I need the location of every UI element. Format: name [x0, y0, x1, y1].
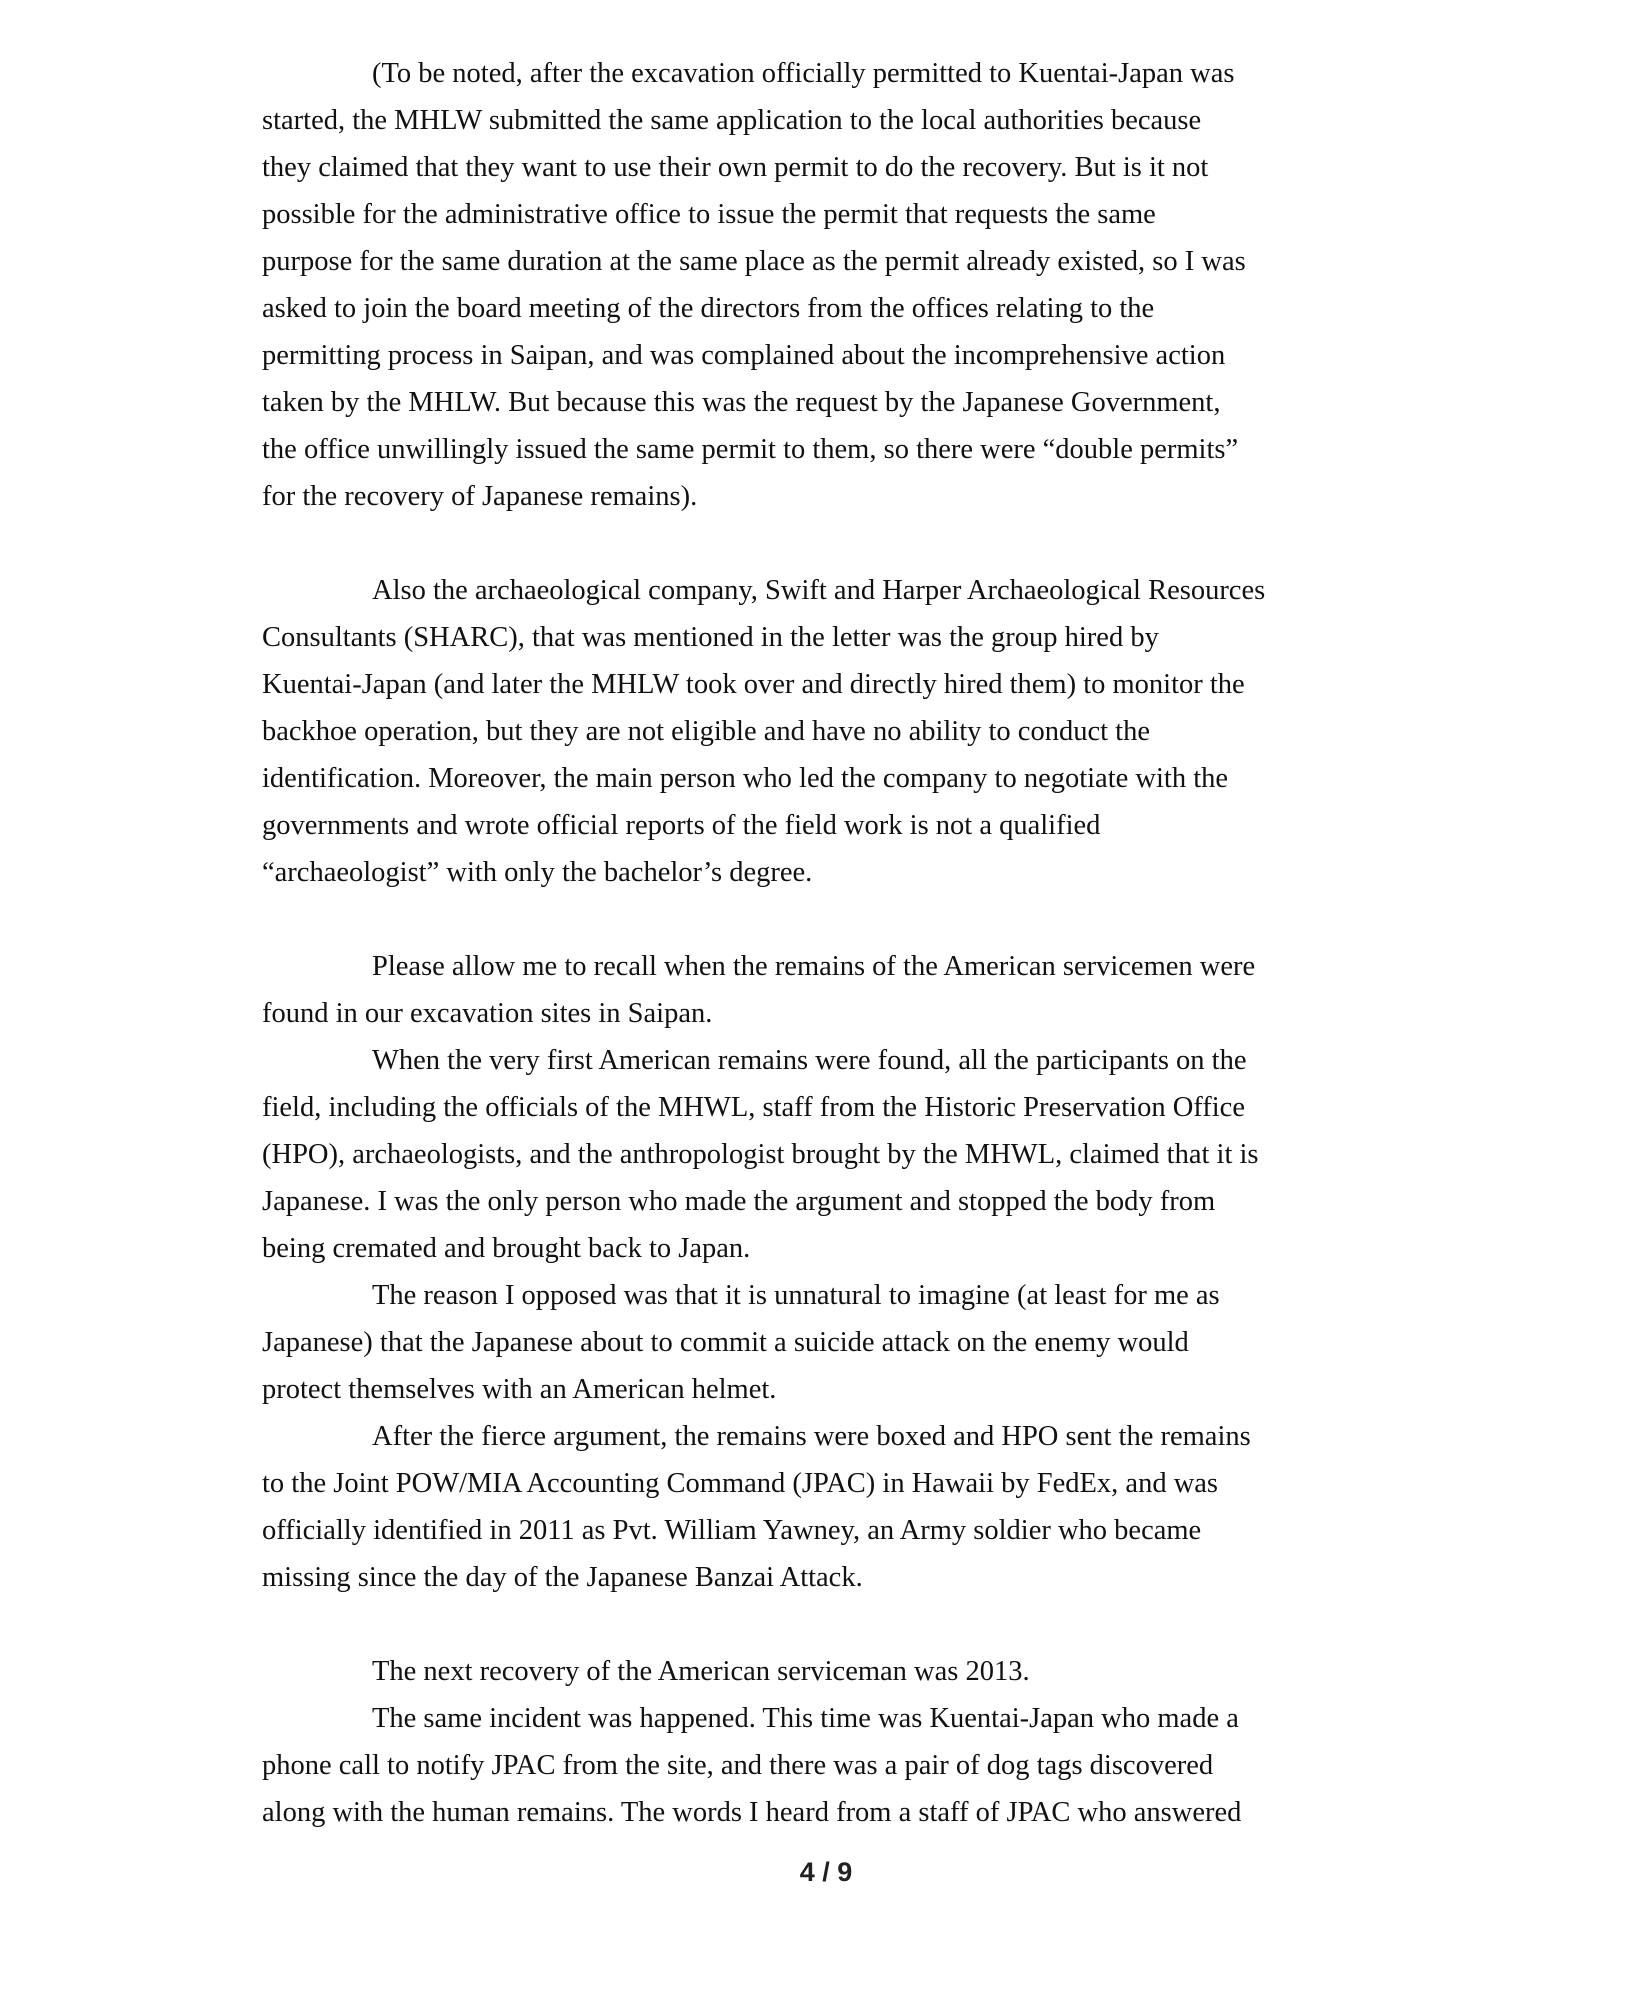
text-line: they claimed that they want to use their own permit to do the recovery. But is it not	[262, 152, 1209, 183]
paragraph-jpac	[262, 1413, 1392, 1601]
paragraph-recall	[262, 943, 1392, 1037]
paragraph-reason	[262, 1272, 1392, 1413]
paragraph-sharc	[262, 567, 1392, 896]
text-line: Also the archaeological company, Swift and Harper Archaeological Resources	[372, 575, 1266, 606]
text-line: missing since the day of the Japanese Banzai Attack.	[262, 1562, 863, 1593]
text-line: Japanese. I was the only person who made the argument and stopped the body from	[262, 1186, 1216, 1217]
text-line: “archaeologist” with only the bachelor’s degree.	[262, 857, 813, 888]
text-line: for the recovery of Japanese remains).	[262, 481, 698, 512]
text-line: possible for the administrative office to issue the permit that requests the same	[262, 199, 1156, 230]
paragraph-first-remains	[262, 1037, 1392, 1272]
text-line: the office unwillingly issued the same permit to them, so there were “double permits”	[262, 434, 1239, 465]
text-line: identification. Moreover, the main person who led the company to negotiate with the	[262, 763, 1229, 794]
text-line: Consultants (SHARC), that was mentioned in the letter was the group hired by	[262, 622, 1159, 653]
text-line: phone call to notify JPAC from the site, and there was a pair of dog tags discovered	[262, 1750, 1214, 1781]
document-body	[262, 50, 1392, 1836]
text-line: The reason I opposed was that it is unnatural to imagine (at least for me as	[372, 1280, 1220, 1311]
paragraph-next-recovery	[262, 1648, 1392, 1695]
text-line: found in our excavation sites in Saipan.	[262, 998, 713, 1029]
text-line: started, the MHLW submitted the same application to the local authorities because	[262, 105, 1202, 136]
text-line: (To be noted, after the excavation officially permitted to Kuentai-Japan was	[372, 58, 1235, 89]
page-number: 4 / 9	[799, 1857, 853, 1887]
text-line: purpose for the same duration at the same place as the permit already existed, so I was	[262, 246, 1246, 277]
text-line: (HPO), archaeologists, and the anthropologist brought by the MHWL, claimed that it is	[262, 1139, 1259, 1170]
text-line: to the Joint POW/MIA Accounting Command (JPAC) in Hawaii by FedEx, and was	[262, 1468, 1219, 1499]
text-line: being cremated and brought back to Japan.	[262, 1233, 751, 1264]
text-line: along with the human remains. The words I heard from a staff of JPAC who answered	[262, 1797, 1242, 1828]
text-line: officially identified in 2011 as Pvt. William Yawney, an Army soldier who became	[262, 1515, 1202, 1546]
text-line: Please allow me to recall when the remains of the American servicemen were	[372, 951, 1256, 982]
paragraph-gap	[262, 520, 1392, 567]
paragraph-gap	[262, 1601, 1392, 1648]
text-line: When the very first American remains were found, all the participants on the	[372, 1045, 1247, 1076]
paragraph-same-incident	[262, 1695, 1392, 1836]
text-line: protect themselves with an American helmet.	[262, 1374, 777, 1405]
text-line: field, including the officials of the MHWL, staff from the Historic Preservation Office	[262, 1092, 1245, 1123]
text-line: Japanese) that the Japanese about to commit a suicide attack on the enemy would	[262, 1327, 1189, 1358]
text-line: After the fierce argument, the remains were boxed and HPO sent the remains	[372, 1421, 1251, 1452]
text-line: The same incident was happened. This time was Kuentai-Japan who made a	[372, 1703, 1239, 1734]
text-line: taken by the MHLW. But because this was the request by the Japanese Government,	[262, 387, 1221, 418]
text-line: The next recovery of the American serviceman was 2013.	[372, 1656, 1030, 1687]
text-line: backhoe operation, but they are not eligible and have no ability to conduct the	[262, 716, 1150, 747]
paragraph-gap	[262, 896, 1392, 943]
text-line: Kuentai-Japan (and later the MHLW took over and directly hired them) to monitor the	[262, 669, 1245, 700]
text-line: permitting process in Saipan, and was complained about the incomprehensive action	[262, 340, 1226, 371]
text-line: governments and wrote official reports of the field work is not a qualified	[262, 810, 1101, 841]
text-line: asked to join the board meeting of the directors from the offices relating to the	[262, 293, 1155, 324]
paragraph-double-permits	[262, 50, 1392, 520]
